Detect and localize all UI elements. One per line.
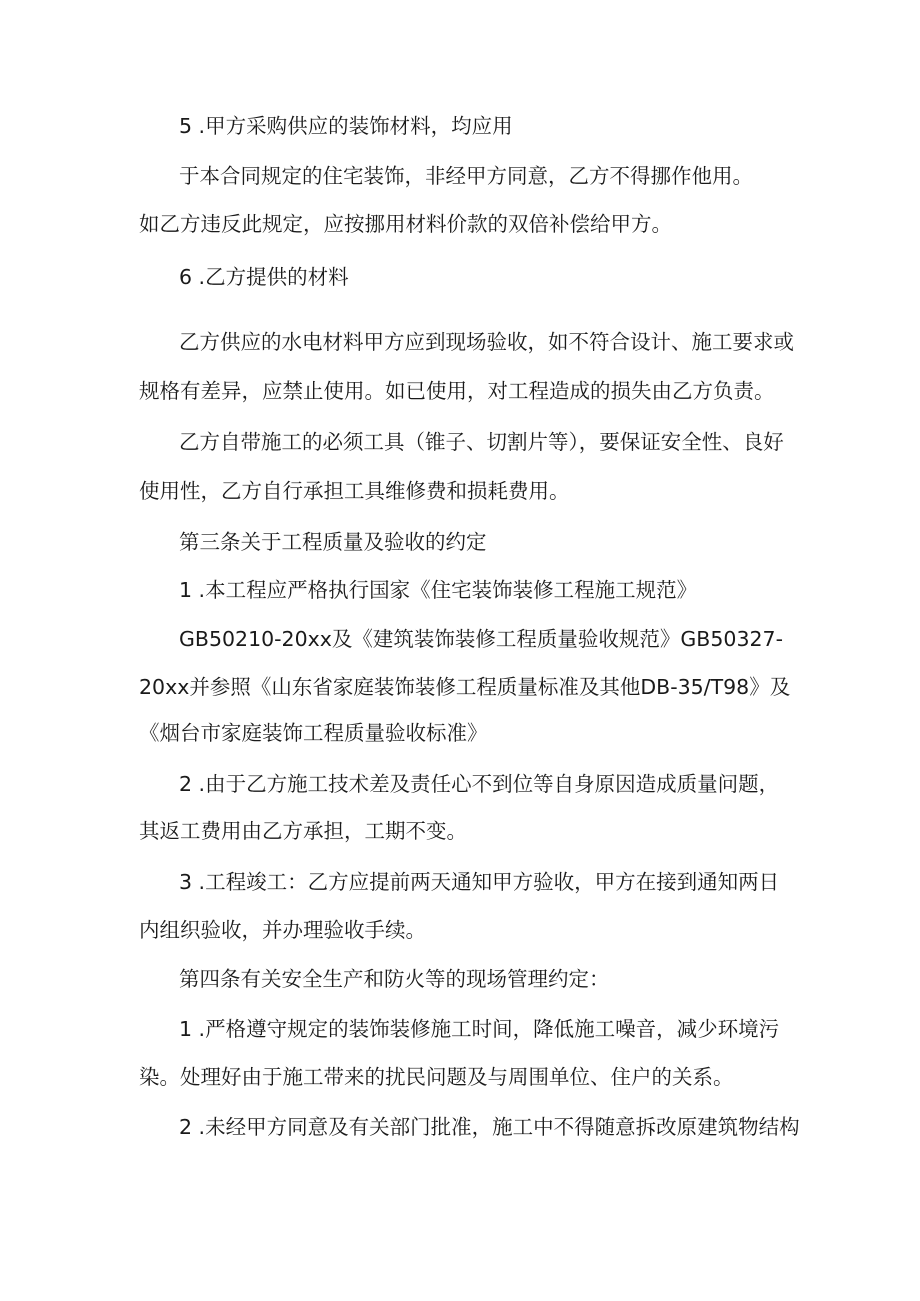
paragraph-line: 乙方供应的水电材料甲方应到现场验收，如不符合设计、施工要求或 — [179, 330, 794, 354]
paragraph-line: 1 .严格遵守规定的装饰装修施工时间，降低施工噪音，减少环境污 — [179, 1017, 780, 1041]
paragraph-line: 如乙方违反此规定，应按挪用材料价款的双倍补偿给甲方。 — [139, 212, 672, 236]
paragraph-line: 2 .未经甲方同意及有关部门批准，施工中不得随意拆改原建筑物结构 — [179, 1115, 800, 1139]
paragraph-line: 使用性，乙方自行承担工具维修费和损耗费用。 — [139, 479, 570, 503]
paragraph-line: 内组织验收，并办理验收手续。 — [139, 918, 426, 942]
paragraph-line: 《烟台市家庭装饰工程质量验收标准》 — [139, 721, 488, 745]
paragraph-line: 6 .乙方提供的材料 — [179, 265, 349, 289]
paragraph-line: 规格有差异，应禁止使用。如已使用，对工程造成的损失由乙方负责。 — [139, 379, 775, 403]
paragraph-line: 其返工费用由乙方承担，工期不变。 — [139, 819, 467, 843]
paragraph-line: 3 .工程竣工：乙方应提前两天通知甲方验收，甲方在接到通知两日 — [179, 870, 780, 894]
paragraph-line: 染。处理好由于施工带来的扰民问题及与周围单位、住户的关系。 — [139, 1065, 734, 1089]
paragraph-line: 5 .甲方采购供应的装饰材料，均应用 — [179, 114, 513, 138]
paragraph-line: 1 .本工程应严格执行国家《住宅装饰装修工程施工规范》 — [179, 578, 698, 602]
paragraph-line: 于本合同规定的住宅装饰，非经甲方同意，乙方不得挪作他用。 — [179, 164, 753, 188]
paragraph-line: 20xx并参照《山东省家庭装饰装修工程质量标准及其他DB-35/T98》及 — [139, 675, 791, 699]
paragraph-line: 乙方自带施工的必须工具（锥子、切割片等），要保证安全性、良好 — [179, 430, 784, 454]
paragraph-line: GB50210-20xx及《建筑装饰装修工程质量验收规范》GB50327- — [179, 627, 783, 651]
section-heading: 第四条有关安全生产和防火等的现场管理约定： — [179, 967, 610, 991]
paragraph-line: 2 .由于乙方施工技术差及责任心不到位等自身原因造成质量问题， — [179, 772, 780, 796]
section-heading: 第三条关于工程质量及验收的约定 — [179, 530, 487, 554]
